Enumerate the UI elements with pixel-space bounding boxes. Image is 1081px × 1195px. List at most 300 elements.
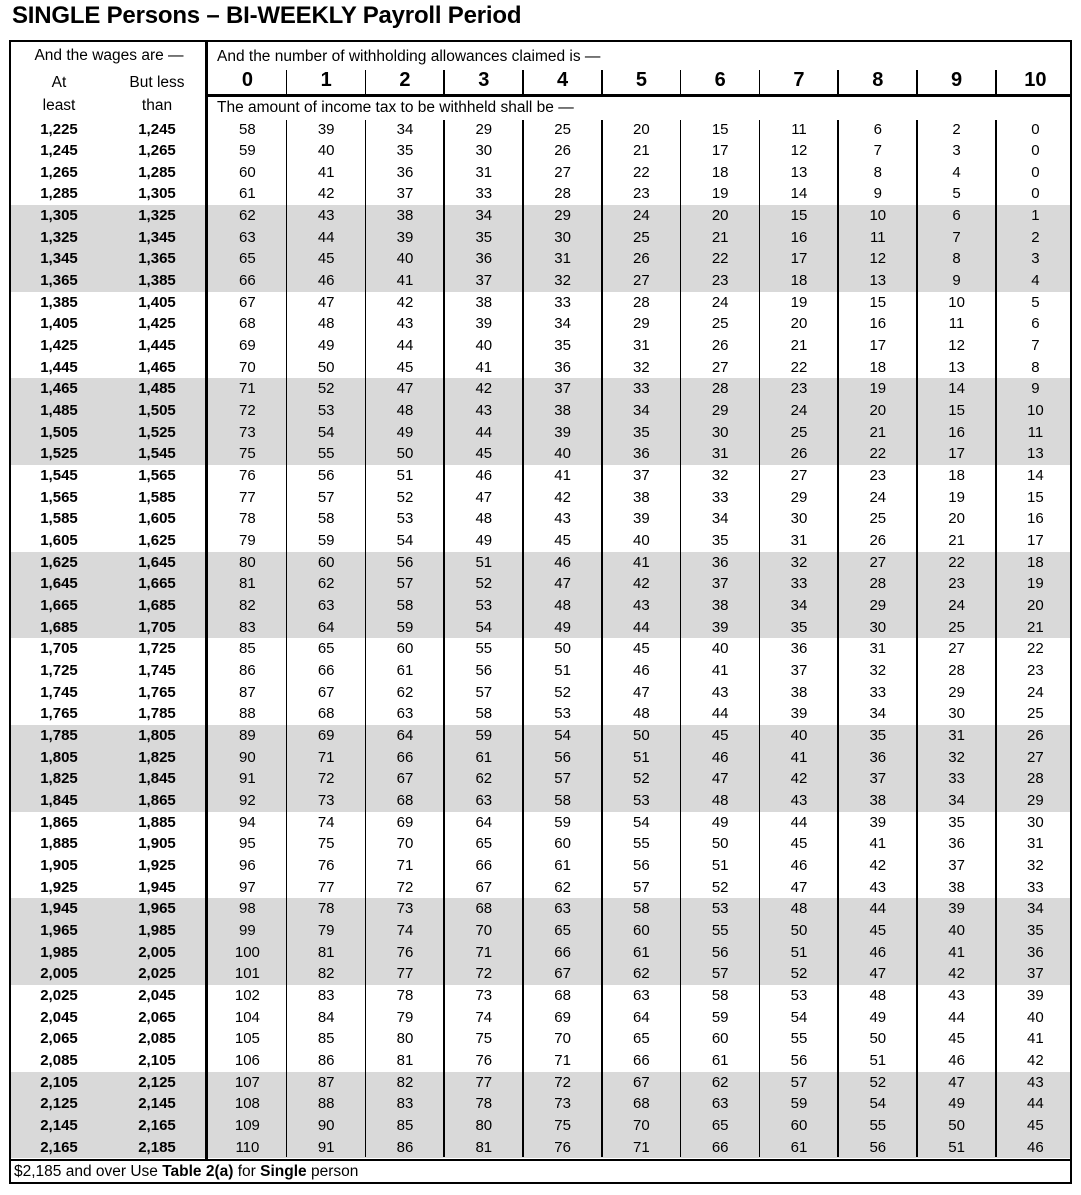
tax-withheld-cell: 48: [711, 791, 729, 809]
table-row: [11, 1137, 1070, 1159]
tax-withheld-cell: 90: [239, 748, 256, 766]
wage-but-less-than-cell: 1,605: [138, 510, 176, 528]
tax-withheld-cell: 70: [554, 1030, 571, 1048]
tax-withheld-cell: 17: [1027, 532, 1044, 550]
tax-withheld-cell: 35: [869, 726, 887, 744]
tax-withheld-cell: 105: [234, 1030, 260, 1048]
tax-withheld-cell: 28: [633, 293, 650, 311]
wage-at-least-cell: 1,725: [40, 662, 78, 679]
tax-withheld-cell: 48: [790, 900, 808, 918]
allowance-column-header: 10: [1024, 69, 1047, 91]
tax-withheld-cell: 36: [396, 163, 414, 181]
tax-withheld-cell: 33: [869, 683, 887, 701]
tax-withheld-cell: 12: [948, 337, 965, 355]
tax-withheld-cell: 46: [711, 748, 729, 766]
tax-withheld-cell: 19: [869, 380, 887, 398]
wage-at-least-cell: 1,585: [40, 510, 78, 528]
wage-at-least-cell: 2,025: [40, 986, 78, 1004]
tax-withheld-cell: 40: [1027, 1008, 1044, 1026]
column-separator: [365, 120, 367, 1157]
wage-but-less-than-cell: 1,725: [138, 640, 176, 658]
tax-withheld-cell: 17: [869, 337, 887, 355]
tax-withheld-cell: 50: [396, 445, 414, 463]
allowance-column-header: 0: [241, 69, 253, 91]
tax-withheld-cell: 81: [317, 943, 335, 961]
tax-withheld-cell: 16: [1027, 510, 1044, 528]
tax-withheld-cell: 10: [1027, 402, 1044, 420]
tax-withheld-cell: 59: [711, 1008, 729, 1026]
tax-withheld-cell: 62: [239, 207, 256, 225]
tax-withheld-cell: 9: [873, 185, 882, 203]
wage-but-less-than-cell: 2,145: [138, 1095, 176, 1113]
table-row: [11, 573, 1070, 595]
tax-withheld-cell: 20: [948, 510, 965, 528]
tax-withheld-cell: 62: [475, 770, 493, 788]
tax-withheld-cell: 56: [317, 467, 335, 485]
tax-withheld-cell: 45: [711, 726, 729, 744]
tax-withheld-cell: 27: [790, 467, 808, 485]
tax-withheld-cell: 72: [475, 965, 493, 983]
tax-withheld-cell: 66: [239, 272, 256, 290]
tax-withheld-cell: 44: [869, 900, 887, 918]
tax-withheld-cell: 57: [396, 575, 414, 593]
allowance-column-header: 7: [793, 69, 805, 91]
tax-withheld-cell: 0: [1031, 185, 1040, 203]
wage-but-less-than-cell: 1,405: [138, 293, 176, 311]
tax-withheld-cell: 65: [475, 835, 493, 853]
tax-withheld-cell: 24: [633, 207, 650, 225]
wage-but-less-than-cell: 1,845: [138, 770, 176, 788]
tax-withheld-cell: 63: [317, 597, 335, 615]
tax-withheld-cell: 44: [633, 618, 650, 636]
tax-withheld-cell: 70: [475, 921, 493, 939]
wage-but-less-than-cell: 1,485: [138, 380, 176, 398]
wages-divider: [205, 42, 208, 1159]
tax-withheld-cell: 39: [711, 618, 729, 636]
tax-withheld-cell: 17: [711, 142, 729, 160]
tax-withheld-cell: 29: [1027, 791, 1044, 809]
wage-at-least-cell: 1,945: [40, 900, 78, 918]
table-row: [11, 703, 1070, 725]
tax-withheld-cell: 50: [554, 640, 571, 658]
tax-withheld-cell: 48: [475, 510, 493, 528]
tax-withheld-cell: 37: [396, 185, 414, 203]
tax-withheld-cell: 21: [869, 423, 887, 441]
tax-withheld-cell: 35: [948, 813, 965, 831]
tax-withheld-cell: 27: [554, 163, 571, 181]
tax-withheld-cell: 80: [239, 553, 256, 571]
tax-withheld-cell: 20: [1027, 597, 1044, 615]
tax-withheld-cell: 41: [633, 553, 650, 571]
tax-withheld-cell: 79: [317, 921, 335, 939]
tax-withheld-cell: 67: [554, 965, 571, 983]
wage-but-less-than-cell: 1,825: [138, 748, 176, 766]
tax-withheld-cell: 44: [317, 228, 335, 246]
tax-withheld-cell: 45: [475, 445, 493, 463]
tax-withheld-cell: 29: [475, 120, 493, 138]
tax-withheld-cell: 32: [711, 467, 729, 485]
tax-withheld-cell: 37: [948, 856, 965, 874]
tax-withheld-cell: 71: [475, 943, 493, 961]
tax-withheld-cell: 69: [554, 1008, 571, 1026]
tax-withheld-cell: 25: [554, 120, 571, 138]
tax-withheld-cell: 40: [475, 337, 493, 355]
tax-withheld-cell: 38: [554, 402, 571, 420]
tax-withheld-cell: 76: [317, 856, 335, 874]
table-row: [11, 443, 1070, 465]
tax-withheld-cell: 35: [633, 423, 650, 441]
wage-at-least-cell: 1,305: [40, 207, 78, 225]
table-row: [11, 942, 1070, 964]
tax-withheld-cell: 53: [396, 510, 414, 528]
column-separator: [759, 120, 761, 1157]
tax-withheld-cell: 58: [711, 986, 729, 1004]
tax-withheld-cell: 25: [633, 228, 650, 246]
tax-withheld-cell: 31: [869, 640, 887, 658]
tax-withheld-cell: 43: [1027, 1073, 1044, 1091]
table-row: [11, 790, 1070, 812]
wage-but-less-than-cell: 2,085: [138, 1030, 176, 1048]
tax-withheld-cell: 6: [1031, 315, 1040, 333]
table-row: [11, 747, 1070, 769]
column-separator: [759, 70, 761, 94]
tax-withheld-cell: 43: [633, 597, 650, 615]
tax-withheld-cell: 43: [475, 402, 493, 420]
tax-withheld-cell: 13: [1027, 445, 1044, 463]
tax-withheld-cell: 38: [475, 293, 493, 311]
tax-withheld-cell: 3: [952, 142, 961, 160]
tax-withheld-cell: 54: [790, 1008, 808, 1026]
tax-withheld-cell: 49: [317, 337, 335, 355]
tax-withheld-cell: 8: [1031, 358, 1040, 376]
tax-withheld-cell: 33: [1027, 878, 1044, 896]
allowance-column-header: 5: [635, 69, 647, 91]
tax-withheld-cell: 23: [948, 575, 965, 593]
tax-withheld-cell: 85: [239, 640, 256, 658]
tax-withheld-cell: 29: [869, 597, 887, 615]
tax-withheld-cell: 41: [475, 358, 493, 376]
tax-withheld-cell: 32: [633, 358, 650, 376]
wage-at-least-cell: 1,445: [40, 358, 78, 376]
tax-withheld-cell: 71: [396, 856, 414, 874]
tax-withheld-cell: 83: [239, 618, 256, 636]
tax-withheld-cell: 57: [711, 965, 729, 983]
wage-but-less-than-cell: 2,025: [138, 965, 176, 983]
tax-withheld-cell: 68: [633, 1095, 650, 1113]
tax-withheld-cell: 59: [790, 1095, 808, 1113]
tax-withheld-cell: 53: [711, 900, 729, 918]
tax-withheld-cell: 52: [554, 683, 571, 701]
tax-withheld-cell: 40: [711, 640, 729, 658]
tax-withheld-cell: 64: [317, 618, 335, 636]
header-rule: [205, 94, 1070, 97]
tax-withheld-cell: 100: [234, 943, 260, 961]
tax-withheld-cell: 52: [396, 488, 414, 506]
tax-withheld-cell: 61: [790, 1138, 808, 1156]
wage-but-less-than-cell: 1,625: [138, 532, 176, 550]
footer-person: Single: [260, 1163, 307, 1180]
tax-withheld-cell: 86: [317, 1051, 335, 1069]
table-row: [11, 877, 1070, 899]
tax-withheld-cell: 75: [317, 835, 335, 853]
tax-withheld-cell: 8: [952, 250, 961, 268]
wage-at-least-cell: 2,145: [40, 1116, 78, 1134]
tax-withheld-cell: 46: [1027, 1138, 1044, 1156]
tax-withheld-cell: 25: [711, 315, 729, 333]
tax-withheld-cell: 11: [1027, 423, 1044, 441]
tax-withheld-cell: 34: [790, 597, 808, 615]
tax-withheld-cell: 37: [633, 467, 650, 485]
tax-withheld-cell: 80: [475, 1116, 493, 1134]
wage-but-less-than-cell: 1,525: [138, 423, 176, 441]
tax-withheld-cell: 109: [234, 1116, 260, 1134]
wage-at-least-cell: 1,865: [40, 813, 78, 831]
tax-withheld-cell: 89: [239, 726, 256, 744]
wage-but-less-than-cell: 1,765: [138, 683, 176, 701]
tax-withheld-cell: 22: [711, 250, 729, 268]
tax-withheld-cell: 56: [711, 943, 729, 961]
tax-withheld-cell: 19: [948, 488, 965, 506]
tax-withheld-cell: 16: [948, 423, 965, 441]
tax-withheld-cell: 31: [554, 250, 571, 268]
tax-withheld-cell: 24: [1027, 683, 1044, 701]
tax-withheld-cell: 76: [554, 1138, 571, 1156]
tax-withheld-cell: 19: [1027, 575, 1044, 593]
wage-at-least-cell: 1,825: [40, 770, 78, 788]
tax-withheld-cell: 54: [633, 813, 650, 831]
tax-withheld-cell: 28: [948, 662, 965, 679]
tax-withheld-cell: 43: [317, 207, 335, 225]
tax-withheld-cell: 67: [317, 683, 335, 701]
tax-withheld-cell: 11: [870, 228, 886, 246]
tax-withheld-cell: 32: [1027, 856, 1044, 874]
tax-withheld-cell: 57: [317, 488, 335, 506]
wage-but-less-than-cell: 1,445: [138, 337, 176, 355]
tax-withheld-cell: 19: [790, 293, 808, 311]
wage-at-least-cell: 2,105: [40, 1073, 78, 1091]
tax-withheld-cell: 59: [396, 618, 414, 636]
tax-withheld-cell: 42: [475, 380, 493, 398]
tax-withheld-cell: 28: [711, 380, 729, 398]
tax-withheld-cell: 45: [948, 1030, 965, 1048]
wage-at-least-cell: 1,405: [40, 315, 78, 333]
tax-withheld-cell: 67: [633, 1073, 650, 1091]
wage-at-least-cell: 1,645: [40, 575, 78, 593]
tax-withheld-cell: 24: [711, 293, 729, 311]
tax-withheld-cell: 73: [317, 791, 335, 809]
tax-withheld-cell: 74: [475, 1008, 493, 1026]
wage-but-less-than-cell: 1,505: [138, 402, 176, 420]
wage-at-least-cell: 1,285: [40, 185, 78, 203]
tax-withheld-cell: 49: [869, 1008, 887, 1026]
table-row: [11, 855, 1070, 877]
at-least-label-line1: At: [51, 74, 67, 91]
tax-withheld-cell: 39: [475, 315, 493, 333]
tax-withheld-cell: 50: [790, 921, 808, 939]
tax-withheld-cell: 0: [1031, 120, 1040, 138]
tax-withheld-cell: 37: [711, 575, 729, 593]
tax-withheld-cell: 51: [790, 943, 808, 961]
tax-withheld-cell: 69: [396, 813, 414, 831]
tax-withheld-cell: 79: [396, 1008, 414, 1026]
tax-withheld-cell: 20: [790, 315, 808, 333]
tax-withheld-cell: 38: [869, 791, 887, 809]
tax-withheld-cell: 77: [239, 488, 256, 506]
tax-withheld-cell: 43: [869, 878, 887, 896]
tax-withheld-cell: 52: [475, 575, 493, 593]
allowance-column-header: 9: [951, 69, 963, 91]
tax-withheld-cell: 41: [869, 835, 887, 853]
tax-withheld-cell: 7: [1031, 337, 1040, 355]
tax-withheld-cell: 46: [869, 943, 887, 961]
tax-withheld-cell: 67: [239, 293, 256, 311]
tax-withheld-cell: 49: [711, 813, 729, 831]
tax-withheld-cell: 47: [317, 293, 335, 311]
tax-withheld-cell: 42: [948, 965, 965, 983]
column-separator: [995, 70, 997, 94]
tax-withheld-cell: 59: [317, 532, 335, 550]
wage-but-less-than-cell: 1,865: [138, 791, 176, 809]
tax-withheld-cell: 23: [869, 467, 887, 485]
tax-withheld-cell: 17: [948, 445, 965, 463]
tax-withheld-cell: 34: [711, 510, 729, 528]
tax-withheld-cell: 15: [1027, 488, 1044, 506]
column-separator: [916, 70, 918, 94]
tax-withheld-cell: 26: [790, 445, 808, 463]
tax-withheld-cell: 40: [554, 445, 571, 463]
wage-but-less-than-cell: 1,805: [138, 726, 176, 744]
tax-withheld-cell: 50: [869, 1030, 887, 1048]
withholding-table: [9, 40, 1072, 1184]
tax-withheld-cell: 37: [790, 662, 808, 679]
tax-withheld-cell: 57: [554, 770, 571, 788]
tax-withheld-cell: 51: [711, 856, 729, 874]
tax-withheld-cell: 81: [239, 575, 256, 593]
tax-withheld-cell: 14: [790, 185, 808, 203]
tax-withheld-cell: 78: [239, 510, 256, 528]
tax-withheld-cell: 83: [396, 1095, 414, 1113]
wage-at-least-cell: 1,785: [40, 726, 78, 744]
tax-withheld-cell: 29: [948, 683, 965, 701]
tax-withheld-cell: 45: [1027, 1116, 1044, 1134]
tax-withheld-cell: 40: [396, 250, 414, 268]
tax-withheld-cell: 58: [633, 900, 650, 918]
tax-withheld-cell: 66: [633, 1051, 650, 1069]
tax-withheld-cell: 32: [790, 553, 808, 571]
tax-withheld-cell: 27: [711, 358, 729, 376]
wage-at-least-cell: 1,765: [40, 705, 78, 723]
table-row: [11, 162, 1070, 184]
tax-withheld-cell: 41: [948, 943, 965, 961]
tax-withheld-cell: 52: [633, 770, 650, 788]
tax-withheld-cell: 38: [711, 597, 729, 615]
tax-withheld-cell: 71: [239, 380, 256, 398]
tax-withheld-cell: 73: [475, 986, 493, 1004]
tax-withheld-cell: 91: [317, 1138, 335, 1156]
but-less-than-label-line2: than: [141, 97, 173, 114]
tax-withheld-cell: 22: [948, 553, 965, 571]
tax-withheld-cell: 60: [711, 1030, 729, 1048]
tax-withheld-cell: 45: [633, 640, 650, 658]
tax-withheld-cell: 20: [633, 120, 650, 138]
tax-withheld-cell: 48: [554, 597, 571, 615]
tax-withheld-cell: 95: [239, 835, 256, 853]
tax-withheld-cell: 41: [554, 467, 571, 485]
tax-withheld-cell: 26: [554, 142, 571, 160]
tax-withheld-cell: 50: [633, 726, 650, 744]
wage-at-least-cell: 1,325: [40, 228, 78, 246]
tax-withheld-cell: 35: [711, 532, 729, 550]
table-row: [11, 812, 1070, 834]
tax-withheld-cell: 41: [317, 163, 335, 181]
tax-withheld-cell: 54: [317, 423, 335, 441]
table-row: [11, 422, 1070, 444]
tax-withheld-cell: 23: [711, 272, 729, 290]
wage-at-least-cell: 2,085: [40, 1051, 78, 1069]
tax-withheld-cell: 85: [396, 1116, 414, 1134]
footer-suffix: person: [306, 1163, 359, 1180]
tax-withheld-cell: 73: [396, 900, 414, 918]
tax-withheld-cell: 52: [317, 380, 335, 398]
tax-withheld-cell: 18: [948, 467, 965, 485]
tax-withheld-cell: 0: [1031, 142, 1040, 160]
footer-rule: [11, 1159, 1070, 1161]
tax-withheld-cell: 21: [711, 228, 729, 246]
tax-withheld-cell: 7: [873, 142, 882, 160]
tax-withheld-cell: 39: [948, 900, 965, 918]
table-row: [11, 725, 1070, 747]
tax-withheld-cell: 55: [869, 1116, 887, 1134]
tax-withheld-cell: 66: [475, 856, 493, 874]
tax-withheld-cell: 16: [869, 315, 887, 333]
table-row: [11, 248, 1070, 270]
tax-withheld-cell: 14: [1027, 467, 1044, 485]
tax-withheld-cell: 47: [948, 1073, 965, 1091]
wage-at-least-cell: 1,265: [40, 163, 78, 181]
tax-withheld-cell: 5: [952, 185, 961, 203]
tax-withheld-cell: 35: [475, 228, 493, 246]
allowances-caption: And the number of withholding allowances claimed is —: [217, 48, 601, 65]
table-row: [11, 530, 1070, 552]
tax-withheld-cell: 60: [790, 1116, 808, 1134]
table-row: [11, 487, 1070, 509]
tax-withheld-cell: 38: [633, 488, 650, 506]
tax-withheld-cell: 68: [317, 705, 335, 723]
tax-withheld-cell: 65: [554, 921, 571, 939]
tax-withheld-cell: 35: [790, 618, 808, 636]
allowance-column-header: 3: [478, 69, 490, 91]
tax-withheld-cell: 42: [790, 770, 808, 788]
column-separator: [837, 120, 839, 1157]
tax-withheld-cell: 107: [234, 1073, 260, 1091]
tax-withheld-cell: 68: [554, 986, 571, 1004]
tax-withheld-cell: 81: [475, 1138, 493, 1156]
tax-withheld-cell: 61: [239, 185, 256, 203]
tax-withheld-cell: 23: [1027, 662, 1044, 679]
tax-withheld-cell: 50: [948, 1116, 965, 1134]
column-separator: [286, 70, 288, 94]
tax-withheld-cell: 35: [554, 337, 571, 355]
tax-withheld-cell: 78: [396, 986, 414, 1004]
wage-at-least-cell: 2,045: [40, 1008, 78, 1026]
tax-withheld-cell: 108: [234, 1095, 260, 1113]
tax-withheld-cell: 110: [235, 1138, 260, 1156]
tax-withheld-cell: 54: [475, 618, 493, 636]
wage-at-least-cell: 1,505: [40, 423, 78, 441]
tax-withheld-cell: 11: [791, 120, 807, 138]
tax-withheld-cell: 20: [711, 207, 729, 225]
column-separator: [522, 70, 524, 94]
